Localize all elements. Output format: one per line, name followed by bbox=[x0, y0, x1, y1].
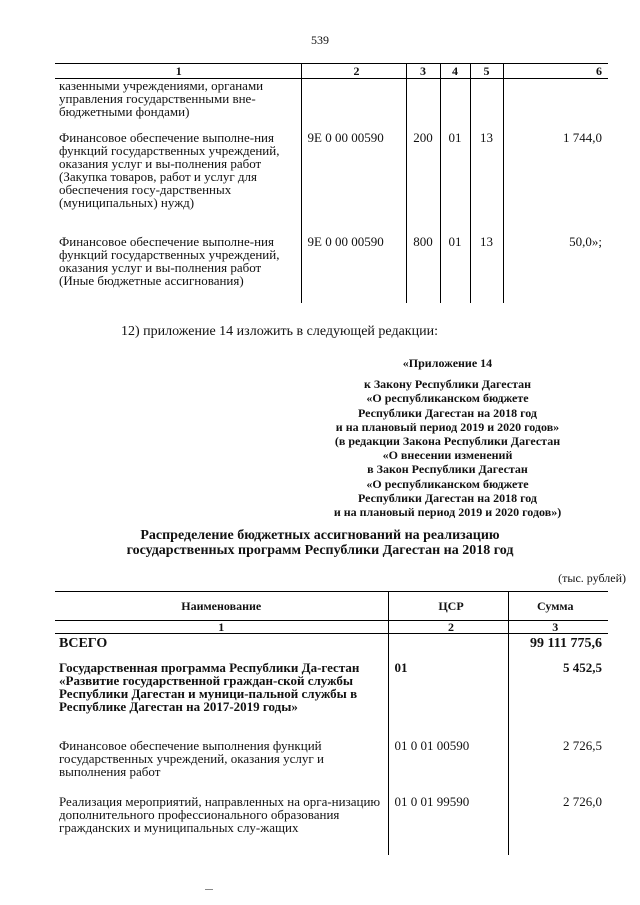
table-row bbox=[55, 795, 608, 855]
row-name: Реализация мероприятий, направленных на орга-низацию дополнительного профессионального образования гражданских и муниципальных слу-жащих bbox=[59, 794, 381, 835]
units-label: (тыс. рублей) bbox=[558, 571, 626, 585]
program-csr: 01 bbox=[388, 661, 508, 739]
programs-table-header bbox=[55, 592, 608, 621]
row-sum: 2 726,0 bbox=[508, 795, 608, 855]
page-number: 539 bbox=[311, 33, 329, 47]
appendix-line: к Закону Республики Дагестан bbox=[363, 377, 532, 392]
row-c5: 13 bbox=[470, 235, 503, 303]
row-sum bbox=[503, 79, 608, 132]
appendix-line: Республики Дагестан на 2018 год bbox=[358, 490, 537, 505]
table-row bbox=[55, 79, 608, 132]
appendix-title: «Приложение 14 bbox=[402, 356, 493, 370]
row-c4: 01 bbox=[440, 235, 470, 303]
row-csr: 01 0 01 99590 bbox=[388, 795, 508, 855]
programs-table-numbering bbox=[55, 621, 608, 634]
row-c5 bbox=[470, 79, 503, 132]
header-col-2: 2 bbox=[301, 64, 406, 79]
program-row bbox=[55, 661, 608, 739]
row-name: Финансовое обеспечение выполне-ния функций государственных учреждений, оказания услуг и вы-полнения работ (Закупка товаров, работ и услуг для обеспечения госу-дарственных (муниципальных) нужд) bbox=[59, 130, 280, 210]
document-title-line-2: государственных программ Республики Дагестан на 2018 год bbox=[126, 543, 514, 558]
document-title bbox=[0, 528, 640, 558]
row-name: казенными учреждениями, органами управления государственными вне-бюджетными фондами) bbox=[59, 78, 264, 119]
appendix-line: Республики Дагестан на 2018 год bbox=[358, 405, 537, 420]
appendix-line: и на плановый период 2019 и 2020 годов» bbox=[335, 419, 560, 434]
row-name: Финансовое обеспечение выполне-ния функций государственных учреждений, оказания услуг и вы-полнения работ (Иные бюджетные ассигнования) bbox=[59, 234, 280, 288]
appendix-line: (в редакции Закона Республики Дагестан bbox=[334, 434, 561, 449]
header-col-6: 6 bbox=[503, 64, 608, 79]
header-name: Наименование bbox=[55, 592, 388, 621]
header-col-1: 1 bbox=[55, 64, 301, 79]
row-c4 bbox=[440, 79, 470, 132]
row-sum: 2 726,5 bbox=[508, 739, 608, 795]
header-col-5: 5 bbox=[470, 64, 503, 79]
header-sum: Сумма bbox=[508, 592, 608, 621]
total-sum: 99 111 775,6 bbox=[508, 634, 608, 662]
programs-table bbox=[55, 591, 608, 855]
row-csr bbox=[301, 79, 406, 132]
header-csr: ЦСР bbox=[388, 592, 508, 621]
row-csr: 9Е 0 00 00590 bbox=[301, 235, 406, 303]
total-csr bbox=[388, 634, 508, 662]
top-budget-table bbox=[55, 63, 608, 303]
number-col-2: 2 bbox=[388, 621, 508, 634]
appendix-line: «О республиканском бюджете bbox=[366, 476, 529, 491]
top-table-header bbox=[55, 64, 608, 79]
row-c3: 200 bbox=[406, 131, 440, 235]
amendment-paragraph: 12) приложение 14 изложить в следующей редакции: bbox=[121, 324, 438, 339]
total-row bbox=[55, 634, 608, 662]
row-c3: 800 bbox=[406, 235, 440, 303]
header-col-3: 3 bbox=[406, 64, 440, 79]
program-name: Государственная программа Республики Да-гестан «Развитие государственной граждан-ской службы Республики Дагестан и муници-пальной службы в Республике Дагестан на 2017-2019 годы» bbox=[59, 660, 360, 714]
table-row bbox=[55, 235, 608, 303]
row-c5: 13 bbox=[470, 131, 503, 235]
row-name: Финансовое обеспечение выполнения функций государственных учреждений, оказания услуг и выполнения работ bbox=[59, 738, 324, 779]
document-title-line-1: Распределение бюджетных ассигнований на реализацию bbox=[140, 528, 500, 543]
row-c3 bbox=[406, 79, 440, 132]
number-col-3: 3 bbox=[508, 621, 608, 634]
row-csr: 01 0 01 00590 bbox=[388, 739, 508, 795]
row-sum: 50,0»; bbox=[503, 235, 608, 303]
row-c4: 01 bbox=[440, 131, 470, 235]
appendix-line: в Закон Республики Дагестан bbox=[367, 462, 528, 477]
table-row bbox=[55, 131, 608, 235]
appendix-line: и на плановый период 2019 и 2020 годов») bbox=[333, 505, 562, 520]
row-sum: 1 744,0 bbox=[503, 131, 608, 235]
appendix-line: «О республиканском бюджете bbox=[366, 391, 529, 406]
appendix-block bbox=[300, 356, 595, 519]
table-row bbox=[55, 739, 608, 795]
header-col-4: 4 bbox=[440, 64, 470, 79]
total-label: ВСЕГО bbox=[59, 636, 108, 651]
page-divider bbox=[205, 889, 213, 890]
program-sum: 5 452,5 bbox=[508, 661, 608, 739]
number-col-1: 1 bbox=[55, 621, 388, 634]
row-csr: 9Е 0 00 00590 bbox=[301, 131, 406, 235]
appendix-line: «О внесении изменений bbox=[382, 448, 513, 463]
